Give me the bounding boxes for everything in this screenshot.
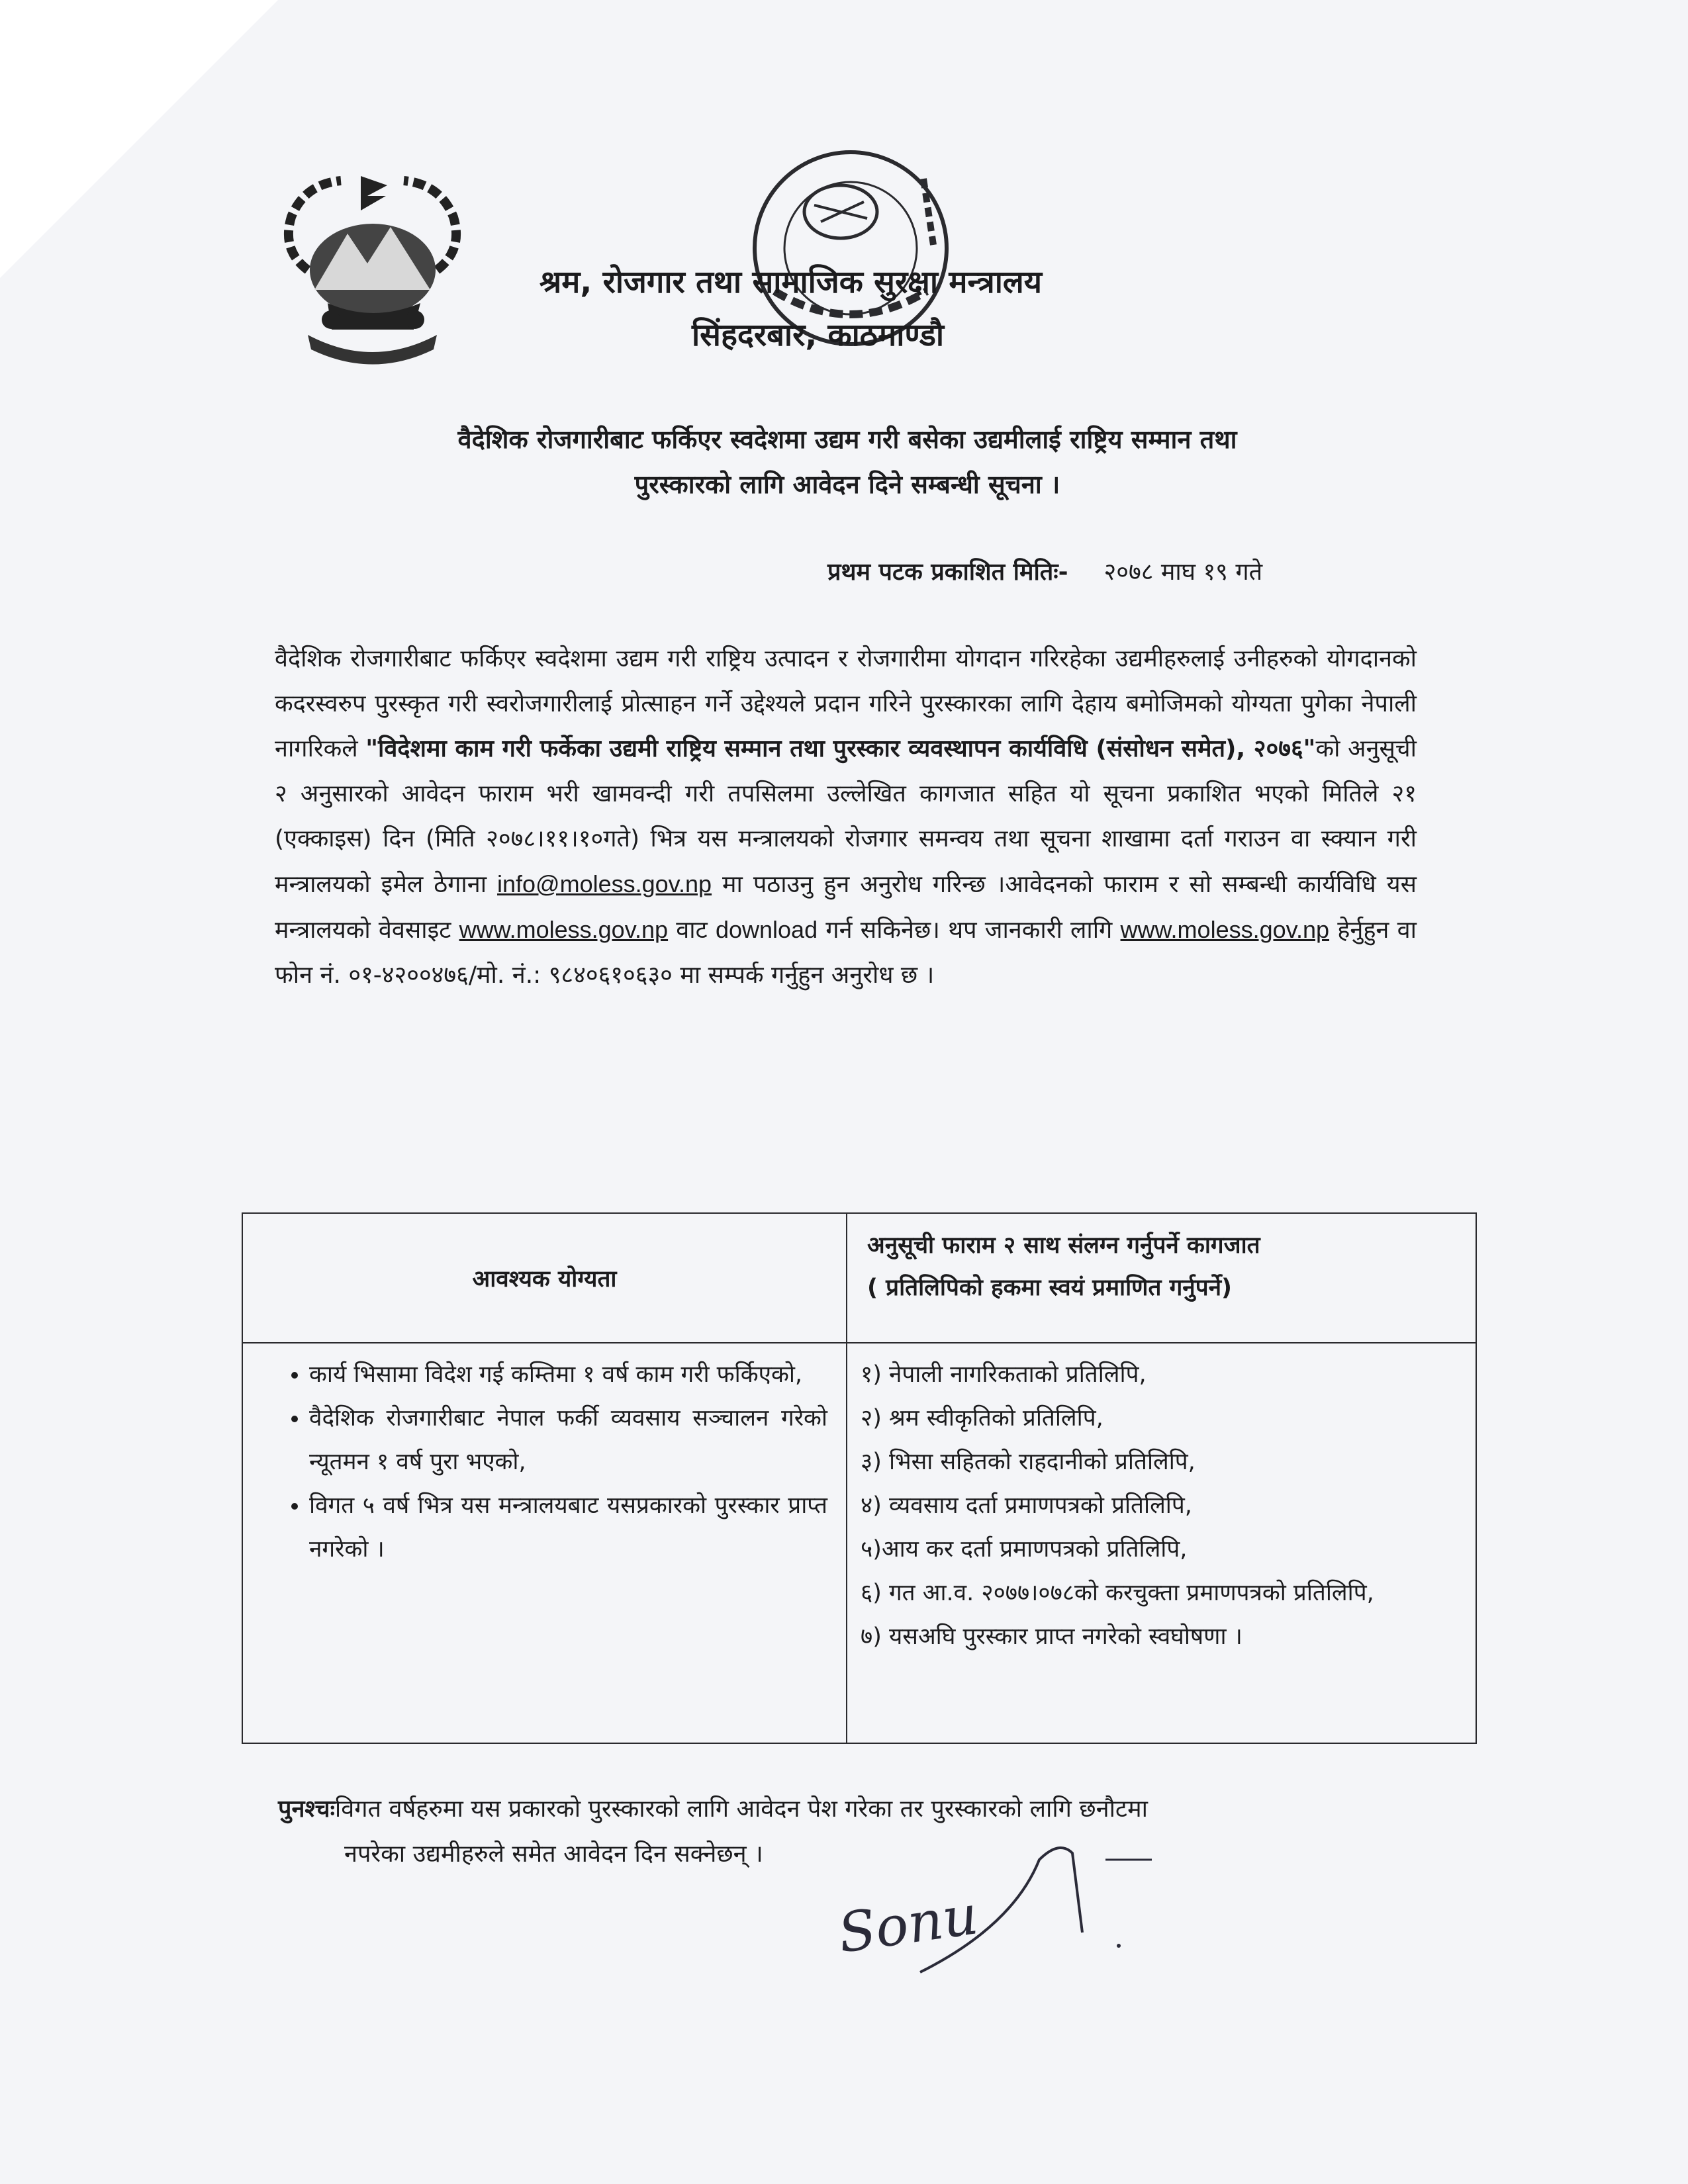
document-list	[861, 1353, 1469, 1659]
ministry-address: सिंहदरबार, काठमाण्डौ	[692, 317, 945, 353]
document-item: २) श्रम स्वीकृतिको प्रतिलिपि,	[861, 1405, 1103, 1432]
notice-title-line2: पुरस्कारको लागि आवेदन दिने सम्बन्धी सूचना ।	[634, 470, 1060, 500]
download-word: download	[715, 916, 818, 943]
postscript-label: पुनश्चः	[278, 1796, 335, 1823]
document-item: ५)आय कर दर्ता प्रमाणपत्रको प्रतिलिपि,	[861, 1536, 1188, 1563]
publish-date: २०७८ माघ १९ गते	[1103, 559, 1263, 586]
documents-cell	[847, 1343, 1476, 1743]
table-header-row	[242, 1213, 1476, 1343]
body-part4a: वाट	[676, 917, 708, 944]
body-part4b: गर्न सकिनेछ। थप जानकारी लागि	[825, 917, 1113, 944]
publish-label: प्रथम पटक प्रकाशित मितिः-	[827, 559, 1068, 586]
nepal-coat-of-arms-icon	[268, 171, 477, 373]
documents-header-line2: ( प्रतिलिपिको हकमा स्वयं प्रमाणित गर्नुपर्ने)	[867, 1275, 1233, 1301]
postscript-line1: विगत वर्षहरुमा यस प्रकारको पुरस्कारको लागि आवेदन पेश गरेका तर पुरस्कारको लागि छनौटमा	[334, 1796, 1148, 1823]
publish-date-line	[827, 555, 1262, 587]
qualification-item: • कार्य भिसामा विदेश गई कम्तिमा १ वर्ष काम गरी फर्किएको,	[309, 1353, 827, 1396]
notice-body	[275, 637, 1417, 998]
document-item: ३) भिसा सहितको राहदानीको प्रतिलिपि,	[861, 1449, 1196, 1475]
website-link-2[interactable]: www.moless.gov.np	[1120, 916, 1330, 943]
body-part2: को अनुसूची २ अनुसारको आवेदन फाराम भरी खामवन्दी गरी तपसिलमा उल्लेखित कागजात सहित यो सूचना प्रकाशित भएको मितिले २१ (एक्काइस) दिन (मिति २०७८।११।१०गते) भित्र यस मन्त्रालयको रोजगार समन्वय तथा सूचना शाखामा दर्ता गराउन वा स्क्यान गरी मन्त्रालयको इमेल ठेगाना	[275, 735, 1417, 898]
email-link[interactable]: info@moless.gov.np	[497, 870, 712, 897]
postscript-line2: नपरेका उद्यमीहरुले समेत आवेदन दिन सक्नेछन् ।	[344, 1841, 763, 1868]
ministry-name: श्रम, रोजगार तथा सामाजिक सुरक्षा मन्त्रालय	[539, 264, 1043, 300]
body-part3: मा पठाउनु हुन अनुरोध गरिन्छ ।आवेदनको फाराम र सो सम्बन्धी कार्यविधि यस मन्त्रालयको वेवसाइट	[275, 871, 1417, 944]
qualification-item: • वैदेशिक रोजगारीबाट नेपाल फर्की व्यवसाय सञ्चालन गरेको न्यूतमन १ वर्ष पुरा भएको,	[309, 1396, 827, 1484]
qualifications-cell	[242, 1343, 847, 1743]
documents-header	[847, 1213, 1476, 1343]
notice-title	[275, 417, 1420, 508]
qualification-item: • विगत ५ वर्ष भित्र यस मन्त्रालयबाट यसप्रकारको पुरस्कार प्राप्त नगरेको ।	[309, 1484, 827, 1571]
website-link[interactable]: www.moless.gov.np	[459, 916, 669, 943]
qualification-header: आवश्यक योग्यता	[242, 1213, 847, 1343]
body-part1: वैदेशिक रोजगारीबाट फर्किएर स्वदेशमा उद्यम गरी राष्ट्रिय उत्पादन र रोजगारीमा योगदान गरिरहेका उद्यमीहरुलाई उनीहरुको योगदानको कदरस्वरुप पुरस्कृत गरी स्वरोजगारीलाई प्रोत्साहन गर्ने उद्देश्यले प्रदान गरिने पुरस्कारका लागि देहाय बमोजिमको योग्यता पुगेका नेपाली नागरिकले	[275, 645, 1417, 762]
requirements-table	[242, 1212, 1477, 1744]
procedure-name: "विदेशमा काम गरी फर्केका उद्यमी राष्ट्रिय सम्मान तथा पुरस्कार व्यवस्थापन कार्यविधि (संसोधन समेत), २०७६"	[365, 735, 1316, 762]
body-part5: हेर्नुहुन वा फोन नं. ०१-४२००४७६/मो. नं.: ९८४०६१०६३० मा सम्पर्क गर्नुहुन अनुरोध छ ।	[275, 917, 1417, 989]
notice-title-line1: वैदेशिक रोजगारीबाट फर्किएर स्वदेशमा उद्यम गरी बसेका उद्यमीलाई राष्ट्रिय सम्मान तथा	[457, 425, 1237, 454]
qualification-list	[269, 1353, 827, 1571]
document-item: ६) गत आ.व. २०७७।०७८को करचुक्ता प्रमाणपत्रको प्रतिलिपि,	[861, 1580, 1374, 1606]
documents-header-line1: अनुसूची फाराम २ साथ संलग्न गर्नुपर्ने कागजात	[867, 1232, 1260, 1259]
document-item: १) नेपाली नागरिकताको प्रतिलिपि,	[861, 1361, 1147, 1388]
table-row	[242, 1343, 1476, 1743]
page-fold	[0, 0, 278, 278]
signature: Sonu	[834, 1884, 982, 1966]
document-item: ४) व्यवसाय दर्ता प्रमाणपत्रको प्रतिलिपि,	[861, 1492, 1192, 1519]
document-item: ७) यसअघि पुरस्कार प्राप्त नगरेको स्वघोषणा ।	[861, 1623, 1243, 1650]
